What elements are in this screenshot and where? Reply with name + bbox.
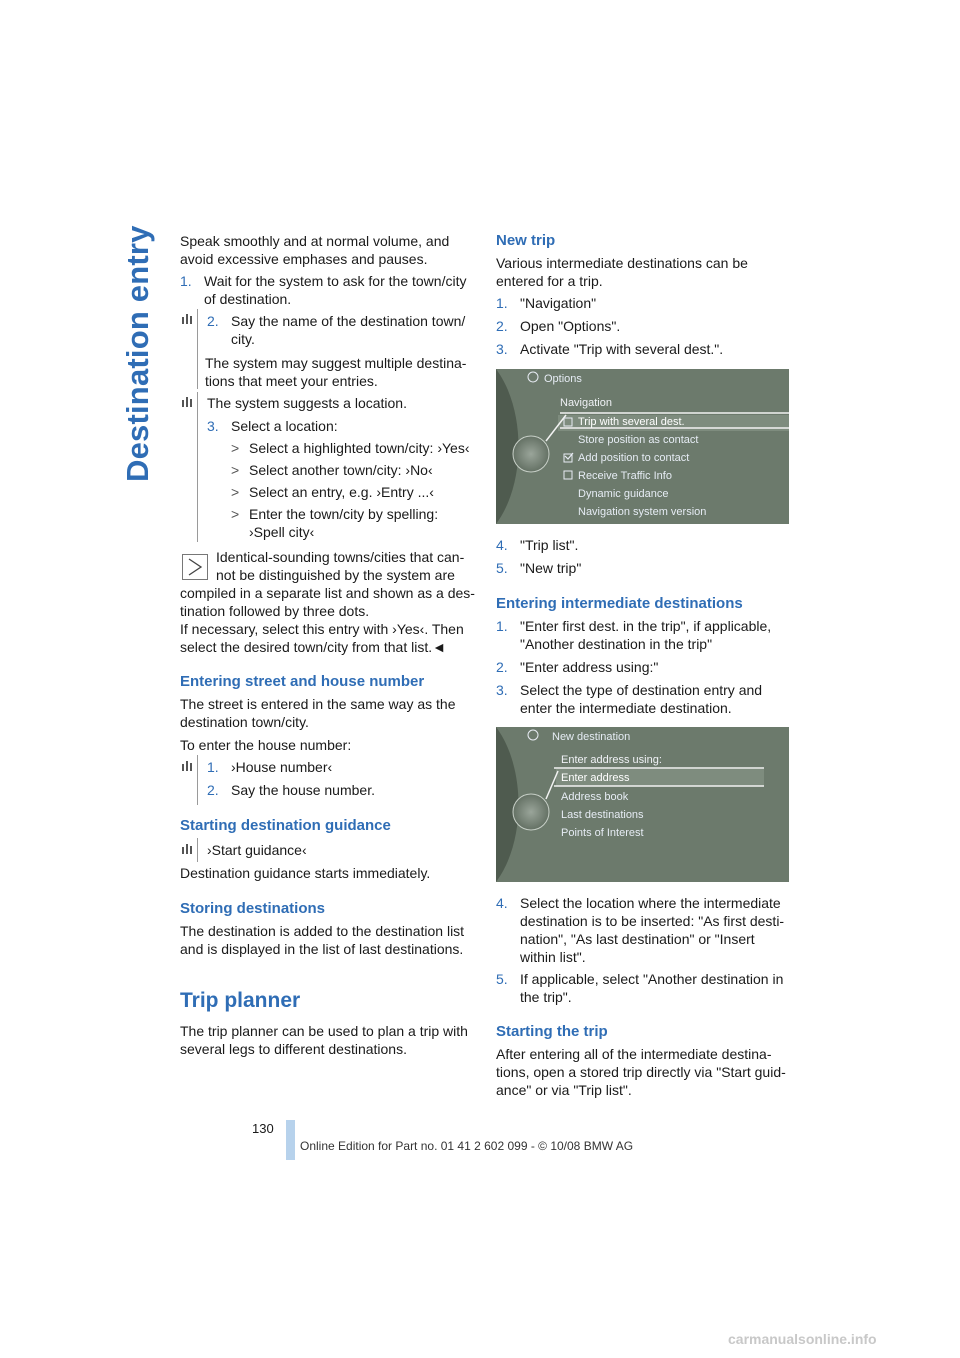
bullet-item xyxy=(231,505,499,541)
new-step-3 xyxy=(496,340,812,358)
text-line: ance" or via "Trip list". xyxy=(496,1082,632,1098)
house-step-1 xyxy=(207,758,501,776)
step-number: 1. xyxy=(207,759,219,775)
text-line: Activate "Trip with several dest.". xyxy=(520,341,724,357)
screen-title: New destination xyxy=(552,731,631,743)
step-number: 2. xyxy=(496,659,508,675)
bullet-item xyxy=(231,483,499,501)
suggest-multiple xyxy=(205,354,477,390)
inter-step-2 xyxy=(496,658,812,676)
new-trip-paragraph xyxy=(496,254,792,290)
screen-title: Options xyxy=(544,373,582,385)
step-number: 4. xyxy=(496,895,508,911)
screen-header: Navigation xyxy=(560,397,612,409)
footer-bar xyxy=(286,1120,295,1160)
new-step-4 xyxy=(496,536,812,554)
microphone-icon xyxy=(181,760,195,772)
menu-item: Receive Traffic Info xyxy=(578,470,672,482)
bullet-mark: > xyxy=(231,440,240,456)
text-line: The trip planner can be used to plan a trip with xyxy=(180,1023,468,1039)
text-line: several legs to different destinations. xyxy=(180,1041,407,1057)
page-number: 130 xyxy=(252,1121,274,1136)
microphone-icon xyxy=(181,396,195,408)
step-number: 2. xyxy=(207,782,219,798)
step-number: 4. xyxy=(496,537,508,553)
new-destination-screen xyxy=(496,727,789,882)
voice-bar xyxy=(197,838,198,862)
heading-street: Entering street and house number xyxy=(180,673,425,690)
footer-text: Online Edition for Part no. 01 41 2 602 099 - © 10/08 BMW AG xyxy=(300,1139,634,1153)
text-line: Select another town/city: ›No‹ xyxy=(249,462,433,478)
text-line: Select a highlighted town/city: ›Yes‹ xyxy=(249,440,470,456)
text-line: nation", "As last destination" or "Insert xyxy=(520,931,755,947)
step-number: 3. xyxy=(496,341,508,357)
new-step-2 xyxy=(496,317,812,335)
text-line: Open "Options". xyxy=(520,318,621,334)
menu-item: Last destinations xyxy=(561,809,644,821)
watermark: carmanualsonline.info xyxy=(728,1331,877,1347)
options-screen xyxy=(496,369,789,524)
text-line: ›House number‹ xyxy=(231,759,333,775)
text-line: The system may suggest multiple destina- xyxy=(205,355,467,371)
street-paragraph xyxy=(180,695,476,731)
text-line: city. xyxy=(231,331,255,347)
step-number: 2. xyxy=(207,313,219,329)
heading-storing: Storing destinations xyxy=(180,900,326,917)
suggest-one: The system suggests a location. xyxy=(207,395,407,411)
heading-intermediate: Entering intermediate destinations xyxy=(496,595,743,612)
text-line: Say the house number. xyxy=(231,782,375,798)
voice-bar xyxy=(197,392,198,542)
heading-guidance: Starting destination guidance xyxy=(180,817,391,834)
text-line: destination town/city. xyxy=(180,714,309,730)
bullet-item xyxy=(231,439,499,457)
text-line: ›Spell city‹ xyxy=(249,524,315,540)
intro-paragraph xyxy=(180,232,474,268)
text-line: "New trip" xyxy=(520,560,582,576)
text-line: "Enter first dest. in the trip", if applicable, xyxy=(520,618,772,634)
text-line: tions that meet your entries. xyxy=(205,373,378,389)
new-step-1 xyxy=(496,294,812,312)
menu-item: Points of Interest xyxy=(561,827,644,839)
step-number: 5. xyxy=(496,560,508,576)
guidance-paragraph: Destination guidance starts immediately. xyxy=(180,865,431,881)
heading-start-trip: Starting the trip xyxy=(496,1023,608,1040)
text-line: Wait for the system to ask for the town/city xyxy=(204,273,467,289)
text-line: After entering all of the intermediate destina- xyxy=(496,1046,772,1062)
text-line: If necessary, select this entry with ›Yes‹. Then xyxy=(180,621,464,637)
step-2 xyxy=(207,312,501,348)
text-line: "Trip list". xyxy=(520,537,579,553)
step-number: 1. xyxy=(496,618,508,634)
text-line: not be distinguished by the system are xyxy=(216,567,455,583)
microphone-icon xyxy=(181,313,195,325)
text-line: the trip". xyxy=(520,989,572,1005)
text-line: Select a location: xyxy=(231,418,338,434)
step-3 xyxy=(207,417,501,435)
heading-new-trip: New trip xyxy=(496,232,556,249)
voice-bar xyxy=(197,755,198,805)
new-step-5 xyxy=(496,559,812,577)
text-line: avoid excessive emphases and pauses. xyxy=(180,251,428,267)
text-line: Select the location where the intermediate xyxy=(520,895,781,911)
guidance-command: ›Start guidance‹ xyxy=(207,842,307,858)
text-line: Identical-sounding towns/cities that can- xyxy=(216,549,465,565)
menu-item: Enter address xyxy=(561,772,630,784)
inter-step-1 xyxy=(496,617,812,653)
inter-step-5 xyxy=(496,970,812,1006)
section-title-text: Destination entry xyxy=(120,225,155,482)
menu-item: Address book xyxy=(561,791,629,803)
voice-bar xyxy=(197,309,198,389)
note-triangle-icon xyxy=(182,554,208,580)
text-line: The destination is added to the destination list xyxy=(180,923,465,939)
bullet-item xyxy=(231,461,499,479)
text-line: destination is to be inserted: "As first desti- xyxy=(520,913,785,929)
house-step-2 xyxy=(207,781,501,799)
text-line: tions, open a stored trip directly via "Start guid- xyxy=(496,1064,786,1080)
text-line: of destination. xyxy=(204,291,292,307)
text-line: The street is entered in the same way as the xyxy=(180,696,456,712)
text-line: tination followed by three dots. xyxy=(180,603,370,619)
bullet-mark: > xyxy=(231,484,240,500)
note-lines-indented xyxy=(216,548,476,584)
step-number: 5. xyxy=(496,971,508,987)
text-line: entered for a trip. xyxy=(496,273,603,289)
menu-item: Add position to contact xyxy=(578,452,690,464)
step-number: 3. xyxy=(207,418,219,434)
inter-step-3 xyxy=(496,681,812,717)
text-line: Various intermediate destinations can be xyxy=(496,255,748,271)
bullet-mark: > xyxy=(231,506,240,522)
house-intro: To enter the house number: xyxy=(180,737,352,753)
text-line: Enter the town/city by spelling: xyxy=(249,506,439,522)
inter-step-4 xyxy=(496,894,812,966)
step-number: 3. xyxy=(496,682,508,698)
text-line: Select the type of destination entry and xyxy=(520,682,763,698)
text-line: "Another destination in the trip" xyxy=(520,636,713,652)
text-line: and is displayed in the list of last destinations. xyxy=(180,941,464,957)
text-line: select the desired town/city from that list.◄ xyxy=(180,639,446,655)
screen-header: Enter address using: xyxy=(561,754,662,766)
step-number: 2. xyxy=(496,318,508,334)
menu-item: Navigation system version xyxy=(578,506,707,518)
menu-item: Store position as contact xyxy=(578,434,699,446)
text-line: Speak smoothly and at normal volume, and xyxy=(180,233,450,249)
text-line: "Navigation" xyxy=(520,295,597,311)
menu-item: Dynamic guidance xyxy=(578,488,669,500)
text-line: Select an entry, e.g. ›Entry ...‹ xyxy=(249,484,434,500)
text-line: Say the name of the destination town/ xyxy=(231,313,466,329)
step-number: 1. xyxy=(180,273,192,289)
note-lines xyxy=(180,584,476,656)
text-line: compiled in a separate list and shown as a des- xyxy=(180,585,475,601)
bullet-mark: > xyxy=(231,462,240,478)
heading-trip-planner: Trip planner xyxy=(180,989,301,1012)
text-line: enter the intermediate destination. xyxy=(520,700,732,716)
text-line: If applicable, select "Another destination in xyxy=(520,971,784,987)
section-side-title xyxy=(118,225,158,482)
microphone-icon xyxy=(181,843,195,855)
text-line: within list". xyxy=(520,949,586,965)
trip-paragraph xyxy=(180,1022,476,1058)
step-1 xyxy=(180,272,496,308)
storing-paragraph xyxy=(180,922,476,958)
start-trip-paragraph xyxy=(496,1045,792,1099)
text-line: "Enter address using:" xyxy=(520,659,659,675)
step-number: 1. xyxy=(496,295,508,311)
menu-item: Trip with several dest. xyxy=(578,416,685,428)
